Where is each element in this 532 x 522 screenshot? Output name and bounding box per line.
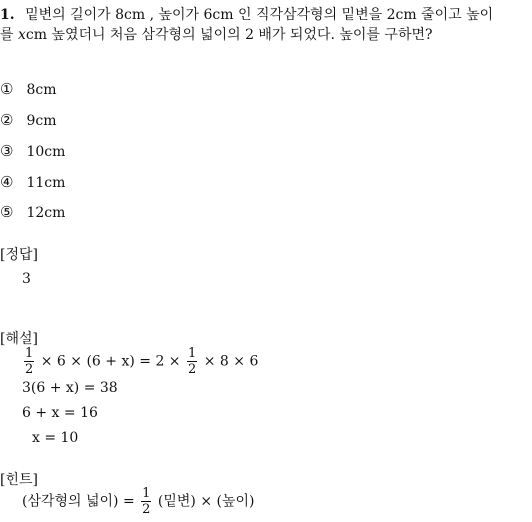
solution-equation-1: [22, 347, 258, 376]
choice-value: 9cm: [26, 113, 57, 129]
equation-middle: × 6 × (6 + x) = 2 ×: [40, 353, 181, 370]
question-number: 1.: [0, 7, 15, 23]
hint-formula-post: (밑변) × (높이): [157, 493, 255, 510]
question-text-2-post: cm 높였더니 처음 삼각형의 넓이의 2 배가 되었다. 높이를 구하면?: [25, 27, 433, 43]
solution-equation-3: 6 + x = 16: [22, 405, 98, 421]
solution-equation-4: x = 10: [32, 430, 79, 446]
choice-value: 11cm: [26, 175, 66, 191]
choice-2[interactable]: [0, 111, 56, 129]
choice-value: 8cm: [26, 82, 57, 98]
question-line-2: [0, 24, 433, 44]
choice-mark: ③: [0, 142, 14, 160]
hint-formula: [22, 487, 254, 516]
fraction: $\frac{1}{2}$: [187, 346, 197, 377]
solution-label: [해설]: [0, 331, 38, 347]
choice-3[interactable]: [0, 142, 65, 160]
equation-end: × 8 × 6: [203, 353, 259, 370]
choice-value: 12cm: [26, 205, 66, 221]
hint-label: [힌트]: [0, 472, 38, 488]
question-text-2-pre: 를: [0, 27, 18, 43]
choice-mark: ②: [0, 111, 14, 129]
choice-mark: ④: [0, 173, 14, 191]
choice-4[interactable]: [0, 173, 65, 191]
choice-mark: ①: [0, 80, 14, 98]
choice-mark: ⑤: [0, 203, 14, 221]
question-text-1: 밑변의 길이가 8cm , 높이가 6cm 인 직각삼각형의 밑변을 2cm 줄이고 높이: [25, 7, 494, 23]
choice-value: 10cm: [26, 144, 66, 160]
question-line-1: [0, 4, 493, 24]
fraction: $\frac{1}{2}$: [25, 346, 34, 377]
solution-equation-2: 3(6 + x) = 38: [22, 380, 118, 396]
hint-formula-pre: (삼각형의 넓이) =: [22, 493, 135, 510]
answer-label: [정답]: [0, 247, 38, 263]
question-variable: x: [17, 27, 26, 43]
answer-value: 3: [22, 271, 31, 287]
choice-1[interactable]: [0, 80, 56, 98]
fraction: $\frac{1}{2}$: [142, 486, 151, 517]
choice-5[interactable]: [0, 203, 65, 221]
